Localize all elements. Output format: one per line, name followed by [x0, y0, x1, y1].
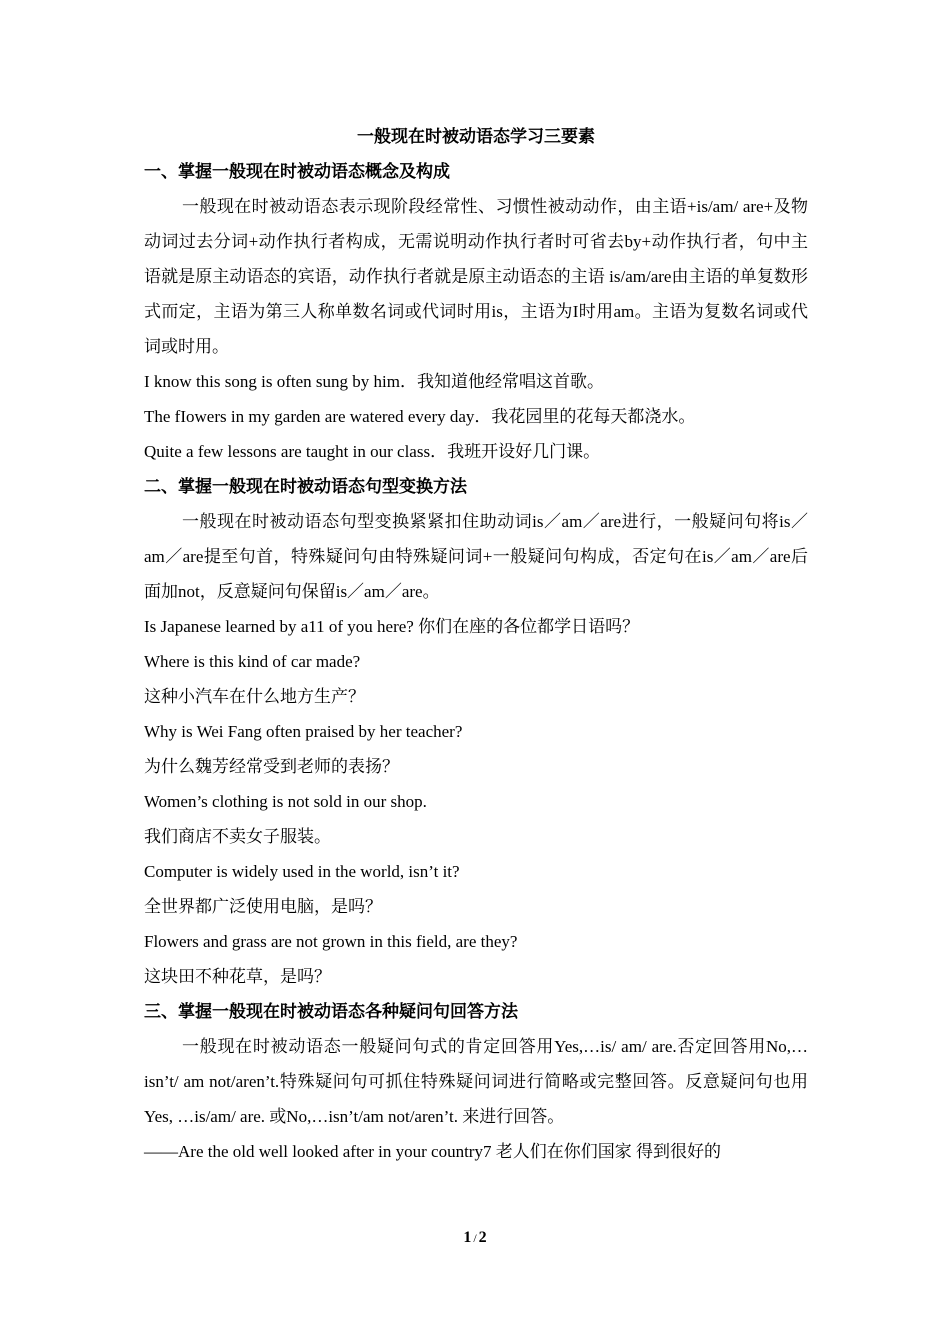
current-page-number: 1 [463, 1229, 472, 1246]
example-sentence: Women’s clothing is not sold in our shop. [144, 792, 427, 811]
example-translation: 全世界都广泛使用电脑，是吗？ [144, 897, 382, 916]
example-sentence: Why is Wei Fang often praised by her teacher? [144, 722, 463, 741]
example-translation: 为什么魏芳经常受到老师的表扬？ [144, 757, 399, 776]
section-paragraph-2: 一般现在时被动语态句型变换紧紧扣住助动词is／am／are进行，一般疑问句将is／am／are提至句首，特殊疑问句由特殊疑问词+一般疑问句构成，否定句在is／am／are后面加not，反意疑问句保留is／am／are。 [144, 512, 808, 601]
example-translation: 这种小汽车在什么地方生产？ [144, 687, 365, 706]
example-sentence: Computer is widely used in the world, isn’t it? [144, 862, 460, 881]
section-heading-1: 一、掌握一般现在时被动语态概念及构成 [144, 162, 450, 181]
section-paragraph-3: 一般现在时被动语态一般疑问句式的肯定回答用Yes,…is/ am/ are.否定回答用No,…isn’t/ am not/aren’t.特殊疑问句可抓住特殊疑问词进行简略或完整回答。反意疑问句也用Yes, …is/am/ are. 或No,…isn’t/am not/aren’t. 来进行回答。 [144, 1037, 808, 1126]
example-sentence: ——Are the old well looked after in your country7 老人们在你们国家 得到很好的 [144, 1142, 721, 1161]
page-title: 一般现在时被动语态学习三要素 [357, 127, 595, 146]
example-sentence: Is Japanese learned by a11 of you here? 你们在座的各位都学日语吗？ [144, 617, 640, 636]
section-paragraph-1: 一般现在时被动语态表示现阶段经常性、习惯性被动动作，由主语+is/am/ are+及物动词过去分词+动作执行者构成，无需说明动作执行者时可省去by+动作执行者，句中主语就是原主动语态的宾语，动作执行者就是原主动语态的主语 is/am/are由主语的单复数形式而定，主语为第三人称单数名词或代词时用is，主语为I时用am。主语为复数名词或代词或时用。 [144, 197, 808, 356]
document-body [144, 122, 808, 1169]
page-separator: / [473, 1231, 477, 1245]
example-translation: 这块田不种花草，是吗？ [144, 967, 331, 986]
example-translation: 我们商店不卖女子服装。 [144, 827, 331, 846]
example-sentence: I know this song is often sung by him．我知道他经常唱这首歌。 [144, 372, 604, 391]
example-sentence: Where is this kind of car made? [144, 652, 361, 671]
section-heading-3: 三、掌握一般现在时被动语态各种疑问句回答方法 [144, 1002, 518, 1021]
section-heading-2: 二、掌握一般现在时被动语态句型变换方法 [144, 477, 467, 496]
total-page-count: 2 [478, 1229, 487, 1246]
example-sentence: The fIowers in my garden are watered every day．我花园里的花每天都浇水。 [144, 407, 696, 426]
example-sentence: Flowers and grass are not grown in this field, are they? [144, 932, 518, 951]
page-number-footer [0, 1226, 950, 1250]
example-sentence: Quite a few lessons are taught in our class．我班开设好几门课。 [144, 442, 601, 461]
